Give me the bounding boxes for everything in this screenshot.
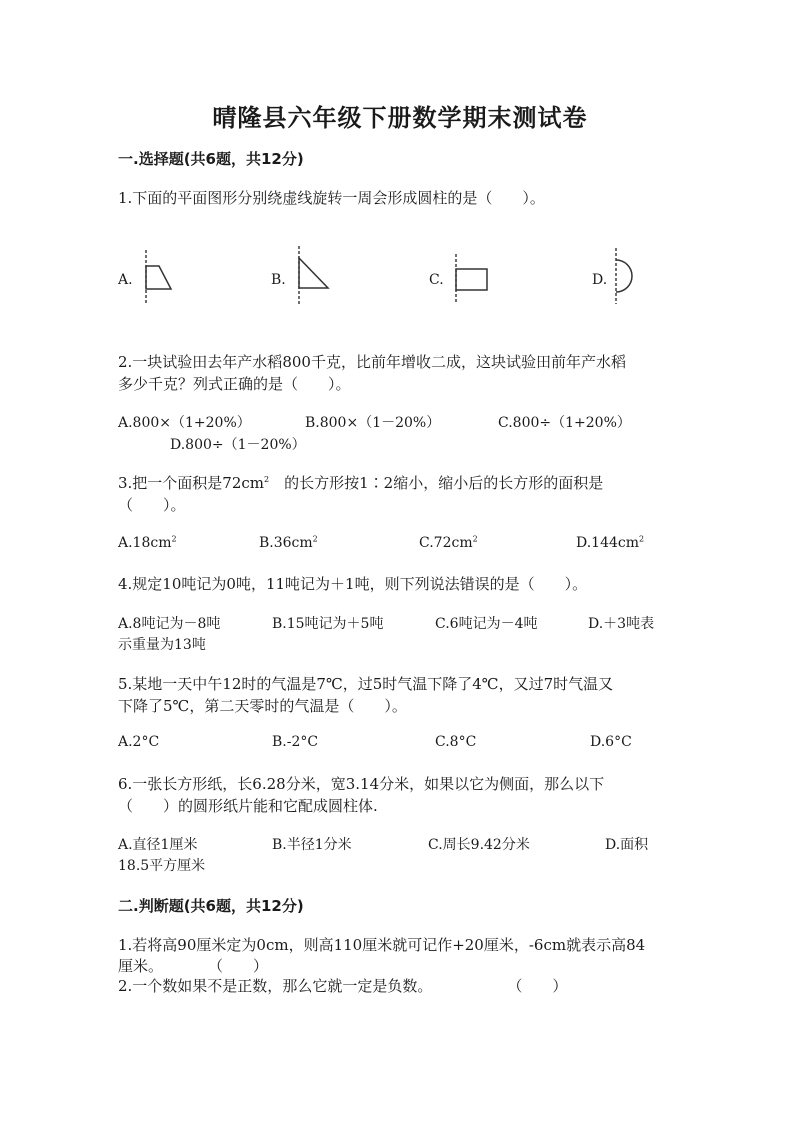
question-4-option-b: B.15吨记为＋5吨 xyxy=(272,616,384,632)
question-4-option-d-wrap: 示重量为13吨 xyxy=(118,637,206,653)
question-3-option-a: $A.18cm^2$ xyxy=(118,534,177,551)
question-6-stem-line2: （ ）的圆形纸片能和它配成圆柱体. xyxy=(118,797,378,815)
page-title: 晴隆县六年级下册数学期末测试卷 xyxy=(212,104,588,132)
question-3-option-c: $C.72cm^2$ xyxy=(419,534,478,551)
question-1-option-b: B. xyxy=(271,272,286,288)
question-1-option-a: A. xyxy=(118,272,133,288)
question-5-option-c: C.8°C xyxy=(435,734,477,750)
question-6-option-c: C.周长9.42分米 xyxy=(428,837,530,853)
question-5-option-d: D.6°C xyxy=(590,734,632,750)
question-4-option-d: D.＋3吨表 xyxy=(588,616,655,632)
judgment-1-line1: 1.若将高90厘米定为0cm，则高110厘米就可记作+20厘米，-6cm就表示高84 xyxy=(118,936,646,954)
question-3-stem-line2: （ ）。 xyxy=(118,496,186,514)
question-3-option-d: $D.144cm^2$ xyxy=(576,534,645,551)
question-6-option-d: D.面积 xyxy=(605,837,649,853)
question-4-option-a: A.8吨记为－8吨 xyxy=(118,616,221,632)
question-5-stem-line1: 5.某地一天中午12时的气温是7℃，过5时气温下降了4℃，又过7时气温又 xyxy=(118,675,614,693)
question-5-option-b: B.-2°C xyxy=(272,734,319,750)
section-heading-choice: 一.选择题(共6题，共12分) xyxy=(118,150,304,168)
section-heading-judgment: 二.判断题(共6题，共12分) xyxy=(118,897,304,915)
trapezoid-icon xyxy=(140,248,176,306)
question-3-stem-line1: 3.把一个面积是$72cm^2$ 的长方形按1∶2缩小，缩小后的长方形的面积是 xyxy=(118,474,604,492)
question-2-option-d: D.800÷（1－20%） xyxy=(170,437,306,453)
question-1-option-d: D. xyxy=(592,272,608,288)
question-1-stem: 1.下面的平面图形分别绕虚线旋转一周会形成圆柱的是（ ）。 xyxy=(118,189,545,207)
question-6-option-a: A.直径1厘米 xyxy=(118,837,198,853)
rectangle-icon xyxy=(450,252,492,306)
question-6-option-b: B.半径1分米 xyxy=(272,837,352,853)
question-6-option-d-wrap: 18.5平方厘米 xyxy=(118,858,206,874)
triangle-icon xyxy=(293,244,333,306)
question-2-option-b: B.800×（1－20%） xyxy=(305,415,441,431)
judgment-2: 2.一个数如果不是正数，那么它就一定是负数。 （ ） xyxy=(118,977,568,995)
question-4-stem: 4.规定10吨记为0吨，11吨记为＋1吨，则下列说法错误的是（ ）。 xyxy=(118,575,588,593)
question-6-stem-line1: 6.一张长方形纸，长6.28分米，宽3.14分米，如果以它为侧面，那么以下 xyxy=(118,775,605,793)
semicircle-icon xyxy=(610,246,640,308)
question-3-option-b: $B.36cm^2$ xyxy=(259,534,318,551)
question-5-stem-line2: 下降了5℃，第二天零时的气温是（ ）。 xyxy=(118,697,407,715)
judgment-1-line2: 厘米。 （ ） xyxy=(118,957,269,975)
question-5-option-a: A.2°C xyxy=(118,734,160,750)
question-2-stem-line2: 多少千克？列式正确的是（ ）。 xyxy=(118,375,351,393)
question-4-option-c: C.6吨记为－4吨 xyxy=(435,616,538,632)
question-1-option-c: C. xyxy=(429,272,444,288)
question-2-option-a: A.800×（1+20%） xyxy=(118,415,251,431)
question-2-option-c: C.800÷（1+20%） xyxy=(498,415,631,431)
question-2-stem-line1: 2.一块试验田去年产水稻800千克，比前年增收二成，这块试验田前年产水稻 xyxy=(118,353,626,371)
